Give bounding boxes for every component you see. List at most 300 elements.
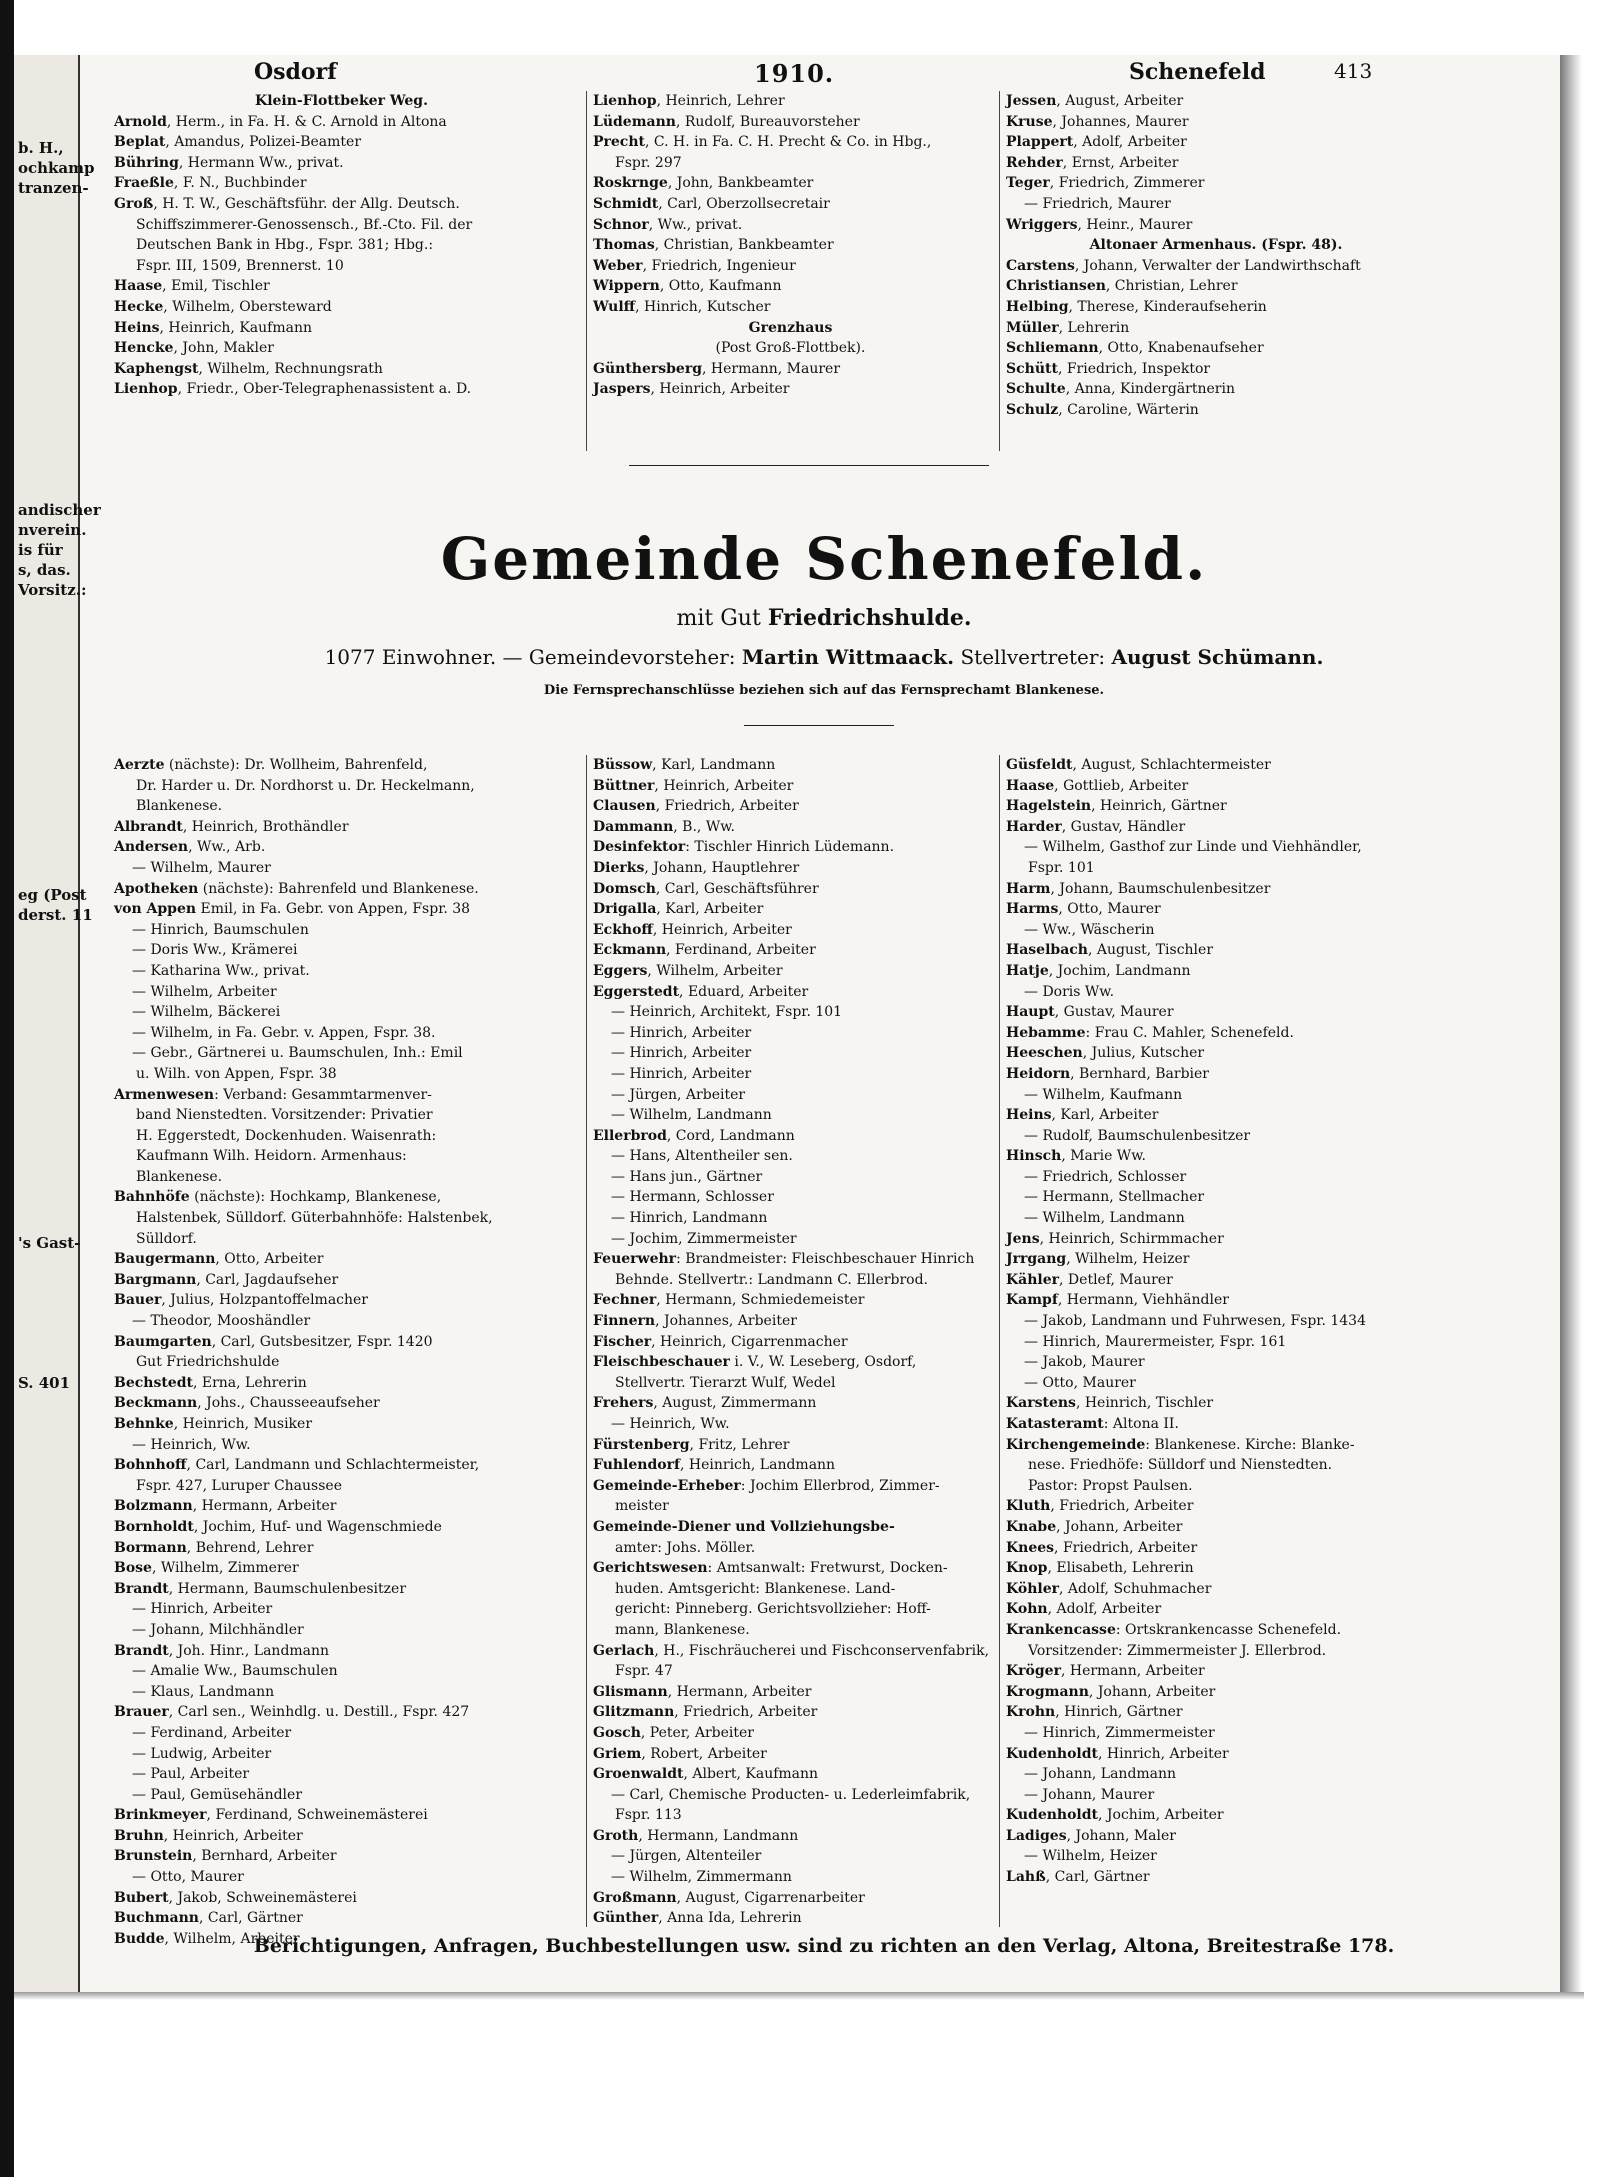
directory-line: — Wilhelm, Kaufmann [1024, 1086, 1183, 1103]
entry-name: Heidorn [1006, 1065, 1071, 1082]
directory-line [593, 899, 988, 920]
directory-line: — Rudolf, Baumschulenbesitzer [1024, 1127, 1251, 1144]
entry-name: Dammann [593, 818, 674, 835]
entry-details: , Detlef, Maurer [1059, 1271, 1173, 1288]
entry-name: Hagelstein [1006, 798, 1092, 815]
directory-line [1006, 1290, 1426, 1311]
section-title: Gemeinde Schenefeld. [440, 525, 1208, 593]
entry-details: , Fritz, Lehrer [689, 1436, 790, 1453]
entry-details: , Carl, Oberzollsecretair [658, 195, 830, 212]
entry-details: , Wilhelm, Arbeiter [164, 1930, 300, 1947]
entry-details: , Herm., in Fa. H. & C. Arnold in Altona [166, 113, 447, 130]
entry-name: Groth [593, 1827, 639, 1844]
entry-details: : Brandmeister: Fleischbeschauer Hinrich [676, 1251, 975, 1268]
entry-details: , Albert, Kaufmann [683, 1766, 819, 1783]
directory-line [593, 1249, 988, 1270]
entry-details: , Marie Ww. [1061, 1148, 1146, 1165]
entry-details: , Hermann, Arbeiter [192, 1498, 337, 1515]
directory-line: Fspr. 47 [615, 1663, 673, 1680]
directory-line: Gut Friedrichshulde [136, 1354, 280, 1371]
entry-name: Haase [114, 278, 163, 295]
entry-details: , Friedrich, Arbeiter [1050, 1498, 1194, 1515]
entry-name: Jaspers [593, 381, 651, 398]
entry-name: Fürstenberg [593, 1436, 690, 1453]
directory-line [114, 153, 569, 174]
directory-line [1006, 173, 1426, 194]
directory-line [593, 879, 988, 900]
directory-line [1006, 1538, 1426, 1559]
directory-line [1006, 256, 1426, 277]
entry-details: , C. H. in Fa. C. H. Precht & Co. in Hbg., [644, 134, 932, 151]
entry-name: Brunstein [114, 1848, 193, 1865]
directory-line [1006, 112, 1426, 133]
bottom-column-2 [586, 755, 988, 1927]
directory-line [114, 837, 569, 858]
directory-line: amter: Johs. Möller. [615, 1539, 756, 1556]
directory-line: — Hinrich, Baumschulen [132, 921, 309, 938]
directory-line [593, 297, 988, 318]
directory-line: — Johann, Landmann [1024, 1766, 1177, 1783]
directory-line: — Hinrich, Arbeiter [611, 1045, 752, 1062]
directory-line [1006, 1744, 1426, 1765]
directory-line [1006, 297, 1426, 318]
entry-name: Heins [1006, 1107, 1052, 1124]
directory-line [1006, 1805, 1426, 1826]
directory-line: — Wilhelm, Bäckerei [132, 1004, 281, 1021]
entry-details: Emil, in Fa. Gebr. von Appen, Fspr. 38 [196, 901, 471, 918]
directory-line [593, 379, 988, 400]
directory-line [114, 1249, 569, 1270]
margin-fragment: eg (Post [18, 886, 87, 904]
entry-details: , Heinrich, Kaufmann [159, 319, 312, 336]
directory-line: Vorsitzender: Zimmermeister J. Ellerbrod. [1028, 1642, 1327, 1659]
entry-name: Carstens [1006, 257, 1075, 274]
entry-details: , Bernhard, Barbier [1070, 1065, 1209, 1082]
entry-details: , Robert, Arbeiter [641, 1745, 767, 1762]
directory-line: Fspr. 297 [615, 154, 682, 171]
directory-line [1006, 400, 1426, 421]
entry-details: , Wilhelm, Heizer [1066, 1251, 1190, 1268]
directory-line [114, 1846, 569, 1867]
entry-details: , Emil, Tischler [162, 278, 270, 295]
directory-line [1006, 940, 1426, 961]
directory-line [593, 173, 988, 194]
top-column-3 [999, 91, 1426, 451]
entry-details: , Johs., Chausseeaufseher [197, 1395, 380, 1412]
entry-name: Baugermann [114, 1251, 216, 1268]
entry-name: Krohn [1006, 1704, 1056, 1721]
directory-line [114, 817, 569, 838]
entry-name: Hencke [114, 340, 174, 357]
entry-name: Brandt [114, 1580, 169, 1597]
directory-line [1006, 1064, 1426, 1085]
entry-name: Bormann [114, 1539, 187, 1556]
entry-details: , Ferdinand, Schweinemästerei [206, 1807, 428, 1824]
header-year: 1910. [754, 59, 835, 88]
directory-line: — Jürgen, Altenteiler [611, 1848, 762, 1865]
entry-details: , Friedr., Ober-Telegraphenassistent a. D. [177, 381, 472, 398]
entry-details: , Cord, Landmann [666, 1127, 795, 1144]
entry-details: , August, Schlachtermeister [1072, 757, 1271, 773]
entry-details: , Carl, Gutsbesitzer, Fspr. 1420 [211, 1333, 433, 1350]
entry-name: Fraeßle [114, 175, 174, 192]
entry-details: : Verband: Gesammtarmenver- [214, 1086, 432, 1103]
entry-details: (nächste): Dr. Wollheim, Bahrenfeld, [164, 757, 428, 773]
entry-details: , Ferdinand, Arbeiter [666, 942, 816, 959]
entry-details: , Jochim, Huf- und Wagenschmiede [193, 1518, 442, 1535]
entry-name: Bargmann [114, 1271, 197, 1288]
directory-line: Sülldorf. [136, 1230, 197, 1247]
directory-line [1006, 1558, 1426, 1579]
directory-line [114, 1702, 569, 1723]
margin-fragment: andischer [18, 501, 101, 519]
directory-line [593, 1476, 988, 1497]
directory-line: — Katharina Ww., privat. [132, 962, 310, 979]
entry-details: , Heinrich, Arbeiter [652, 921, 792, 938]
entry-details: , Wilhelm, Arbeiter [647, 962, 783, 979]
margin-fragment: derst. 11 [18, 906, 93, 924]
entry-name: Ellerbrod [593, 1127, 667, 1144]
directory-line [1006, 755, 1426, 776]
entry-name: Jessen [1006, 93, 1057, 109]
entry-name: Bauer [114, 1292, 162, 1309]
directory-line [114, 1641, 569, 1662]
entry-name: Lienhop [114, 381, 178, 398]
entry-name: Groenwaldt [593, 1766, 684, 1783]
entry-name: Fischer [593, 1333, 652, 1350]
entry-details: , Heinrich, Gärtner [1091, 798, 1227, 815]
entry-details: , Johann, Arbeiter [1088, 1683, 1216, 1700]
directory-line [593, 776, 988, 797]
entry-details: , Jochim, Landmann [1048, 962, 1191, 979]
directory-line [114, 1558, 569, 1579]
entry-name: Heeschen [1006, 1045, 1083, 1062]
top-column-1 [114, 91, 569, 451]
entry-details: , Carl, Landmann und Schlachtermeister, [186, 1457, 480, 1474]
directory-line [1006, 215, 1426, 236]
publisher-footer: Berichtigungen, Anfragen, Buchbestellungen usw. sind zu richten an den Verlag, Altona, Breitestraße 178. [253, 1935, 1395, 1957]
entry-name: Budde [114, 1930, 165, 1947]
entry-name: Jrrgang [1006, 1251, 1067, 1268]
directory-line [1006, 1620, 1426, 1641]
directory-line [1006, 318, 1426, 339]
directory-line [593, 1352, 988, 1373]
directory-line: — Johann, Milchhändler [132, 1621, 304, 1638]
directory-line: — Paul, Arbeiter [132, 1766, 250, 1783]
directory-line: — Hinrich, Arbeiter [611, 1065, 752, 1082]
info-deputy: August Schümann. [1111, 645, 1324, 669]
entry-details: , Heinr., Maurer [1077, 216, 1193, 233]
directory-line: — Klaus, Landmann [132, 1683, 275, 1700]
directory-line: — Otto, Maurer [132, 1869, 244, 1886]
entry-name: Karstens [1006, 1395, 1076, 1412]
directory-line [114, 1414, 569, 1435]
entry-name: Schulte [1006, 381, 1066, 398]
entry-details: , Johannes, Maurer [1052, 113, 1189, 130]
directory-line: huden. Amtsgericht: Blankenese. Land- [615, 1580, 896, 1597]
entry-details: , August, Tischler [1087, 942, 1214, 959]
locality-heading: Klein-Flottbeker Weg. [255, 93, 428, 109]
entry-details: , Behrend, Lehrer [186, 1539, 314, 1556]
directory-line: — Hinrich, Maurermeister, Fspr. 161 [1024, 1333, 1287, 1350]
directory-line [593, 194, 988, 215]
directory-line: band Nienstedten. Vorsitzender: Privatier [136, 1107, 433, 1124]
margin-fragment: S. 401 [18, 1374, 71, 1392]
entry-details: , Elisabeth, Lehrerin [1047, 1560, 1194, 1577]
directory-page [14, 55, 1560, 1992]
entry-details: , Karl, Arbeiter [1051, 1107, 1159, 1124]
directory-line: Blankenese. [136, 798, 223, 815]
entry-details: , Friedrich, Inspektor [1057, 360, 1211, 377]
entry-details: , Gustav, Maurer [1054, 1004, 1174, 1021]
directory-line: — Theodor, Mooshändler [132, 1313, 311, 1330]
directory-line: — Heinrich, Ww. [132, 1436, 251, 1453]
entry-name: Albrandt [114, 818, 183, 835]
directory-line [593, 920, 988, 941]
entry-details: : Ortskrankencasse Schenefeld. [1115, 1621, 1342, 1638]
entry-details: , Wilhelm, Zimmerer [151, 1560, 299, 1577]
directory-line [593, 1764, 988, 1785]
entry-details: , John, Bankbeamter [667, 175, 814, 192]
entry-details: , Carl sen., Weinhdlg. u. Destill., Fspr. 427 [168, 1704, 470, 1721]
entry-details: , Wilhelm, Obersteward [163, 298, 332, 315]
entry-details: (nächste): Hochkamp, Blankenese, [189, 1189, 442, 1206]
entry-details: , Christian, Lehrer [1105, 278, 1238, 295]
entry-details: , Karl, Arbeiter [656, 901, 764, 918]
directory-line [593, 1826, 988, 1847]
entry-details: , Carl, Gärtner [1045, 1869, 1150, 1886]
directory-line [114, 276, 569, 297]
entry-details: , Jakob, Schweinemästerei [168, 1889, 357, 1906]
entry-details: , Friedrich, Arbeiter [674, 1704, 818, 1721]
directory-line: Kaufmann Wilh. Heidorn. Armenhaus: [136, 1148, 407, 1165]
entry-name: Kruse [1006, 113, 1053, 130]
entry-name: Wriggers [1006, 216, 1078, 233]
entry-details: , Rudolf, Bureauvorsteher [675, 113, 860, 130]
entry-details: : Blankenese. Kirche: Blanke- [1145, 1436, 1355, 1453]
entry-details: , Amandus, Polizei-Beamter [165, 134, 362, 151]
directory-line [1006, 1043, 1426, 1064]
entry-name: Köhler [1006, 1580, 1059, 1597]
entry-name: Bubert [114, 1889, 169, 1906]
entry-name: Harder [1006, 818, 1062, 835]
directory-line: — Jakob, Landmann und Fuhrwesen, Fspr. 1434 [1024, 1313, 1366, 1330]
directory-line: — Wilhelm, Gasthof zur Linde und Viehhändler, [1024, 839, 1362, 856]
directory-line [114, 755, 569, 776]
entry-name: Bruhn [114, 1827, 164, 1844]
directory-line [114, 112, 569, 133]
entry-details: , Johann, Verwalter der Landwirthschaft [1074, 257, 1361, 274]
directory-line [1006, 1393, 1426, 1414]
entry-name: Rehder [1006, 154, 1063, 171]
directory-line [114, 1270, 569, 1291]
entry-details: , Christian, Bankbeamter [654, 237, 834, 254]
entry-details: , Adolf, Arbeiter [1047, 1601, 1162, 1618]
entry-details: , Friedrich, Arbeiter [655, 798, 799, 815]
entry-details: , Therese, Kinderaufseherin [1068, 298, 1267, 315]
margin-fragment: s, das. [18, 561, 71, 579]
directory-line [1006, 796, 1426, 817]
directory-line [1006, 1023, 1426, 1044]
entry-details: , Hermann, Maurer [702, 360, 841, 377]
directory-line: — Ludwig, Arbeiter [132, 1745, 272, 1762]
directory-line: mann, Blankenese. [615, 1621, 750, 1638]
entry-details: , Carl, Geschäftsführer [655, 880, 819, 897]
entry-details: , Otto, Knabenaufseher [1098, 340, 1264, 357]
directory-line: meister [615, 1498, 669, 1515]
entry-name: Andersen [114, 839, 189, 856]
bottom-column-3 [999, 755, 1426, 1927]
directory-line [593, 1888, 988, 1909]
entry-details: , H., Fischräucherei und Fischconservenfabrik, [654, 1642, 990, 1659]
entry-name: Bolzmann [114, 1498, 193, 1515]
info-population: 1077 Einwohner. — Gemeindevorsteher: [324, 645, 736, 669]
directory-line: Fspr. 101 [1028, 859, 1095, 876]
directory-line [593, 837, 988, 858]
entry-name: Roskrnge [593, 175, 668, 192]
directory-line [1006, 1867, 1426, 1888]
directory-line [1006, 276, 1426, 297]
entry-name: Knees [1006, 1539, 1055, 1556]
locality-heading: Grenzhaus [748, 319, 833, 336]
entry-name: Bühring [114, 154, 179, 171]
entry-details: , Heinrich, Arbeiter [654, 777, 794, 794]
entry-name: Feuerwehr [593, 1251, 677, 1268]
entry-name: Ladiges [1006, 1827, 1067, 1844]
entry-name: Schliemann [1006, 340, 1099, 357]
entry-details: , Ernst, Arbeiter [1062, 154, 1179, 171]
entry-name: Katasteramt [1006, 1416, 1104, 1432]
entry-details: , Julius, Holzpantoffelmacher [161, 1292, 368, 1309]
directory-line [593, 91, 988, 112]
section-divider [629, 465, 989, 466]
directory-line: — Hans jun., Gärtner [611, 1168, 763, 1185]
directory-line [114, 1085, 569, 1106]
entry-details: , Hermann, Arbeiter [667, 1683, 812, 1700]
directory-line [593, 1332, 988, 1353]
entry-name: Arnold [114, 113, 167, 130]
entry-name: Brandt [114, 1642, 169, 1659]
entry-details: , Otto, Arbeiter [215, 1251, 324, 1268]
entry-name: Knop [1006, 1560, 1048, 1577]
directory-line [593, 1311, 988, 1332]
directory-line: — Hinrich, Arbeiter [132, 1601, 273, 1618]
directory-line: — Doris Ww., Krämerei [132, 942, 298, 959]
margin-fragment: 's Gast- [18, 1234, 81, 1252]
entry-name: Christiansen [1006, 278, 1106, 295]
entry-name: Bornholdt [114, 1518, 194, 1535]
directory-line: Blankenese. [136, 1168, 223, 1185]
entry-name: Kohn [1006, 1601, 1048, 1618]
entry-name: Kudenholdt [1006, 1807, 1099, 1824]
directory-line: Deutschen Bank in Hbg., Fspr. 381; Hbg.: [136, 237, 434, 254]
directory-line: — Wilhelm, Maurer [132, 859, 271, 876]
entry-name: Kampf [1006, 1292, 1058, 1309]
entry-name: Heins [114, 319, 160, 336]
entry-details: , Heinrich, Schirmmacher [1039, 1230, 1224, 1247]
directory-line [114, 1805, 569, 1826]
directory-line [114, 1373, 569, 1394]
directory-line: Schiffszimmerer-Genossensch., Bf.-Cto. Fil. der [136, 216, 473, 233]
directory-line: — Paul, Gemüsehändler [132, 1786, 303, 1803]
entry-name: Finnern [593, 1313, 656, 1330]
directory-line: — Wilhelm, Heizer [1024, 1848, 1157, 1865]
directory-line: — Wilhelm, Arbeiter [132, 983, 277, 1000]
directory-line: Behnde. Stellvertr.: Landmann C. Ellerbrod. [615, 1271, 928, 1288]
directory-line [114, 879, 569, 900]
entry-details: , Heinrich, Arbeiter [163, 1827, 303, 1844]
page-edge-shadow [1560, 55, 1582, 1995]
directory-line [1006, 1229, 1426, 1250]
entry-name: Precht [593, 134, 645, 151]
entry-details: , Otto, Maurer [1058, 901, 1161, 918]
entry-name: Groß [114, 195, 154, 212]
entry-details: : Frau C. Mahler, Schenefeld. [1085, 1024, 1294, 1041]
municipality-info [114, 645, 1534, 669]
directory-line [593, 817, 988, 838]
entry-name: Glitzmann [593, 1704, 675, 1721]
entry-details: , Johann, Baumschulenbesitzer [1050, 880, 1271, 897]
entry-details: : Altona II. [1103, 1416, 1179, 1432]
directory-line: — Otto, Maurer [1024, 1374, 1136, 1391]
entry-name: Lienhop [593, 93, 657, 109]
directory-line [1006, 1105, 1426, 1126]
entry-details: , Johannes, Arbeiter [655, 1313, 797, 1330]
directory-line [114, 318, 569, 339]
directory-line [593, 359, 988, 380]
entry-name: Jens [1006, 1230, 1040, 1247]
directory-line [114, 1908, 569, 1929]
directory-line [1006, 379, 1426, 400]
directory-line [114, 1826, 569, 1847]
directory-line [593, 982, 988, 1003]
directory-line: Pastor: Propst Paulsen. [1028, 1477, 1193, 1494]
entry-details: , Hermann Ww., privat. [178, 154, 344, 171]
directory-line [114, 297, 569, 318]
entry-name: Armenwesen [114, 1086, 215, 1103]
entry-name: Aerzte [114, 757, 165, 773]
entry-name: Haupt [1006, 1004, 1055, 1021]
entry-name: Hinsch [1006, 1148, 1062, 1165]
directory-line [593, 1558, 988, 1579]
entry-details: , Ww., Arb. [188, 839, 266, 856]
entry-details: , Eduard, Arbeiter [679, 983, 809, 1000]
directory-line [114, 338, 569, 359]
directory-line: — Amalie Ww., Baumschulen [132, 1663, 338, 1680]
entry-name: Fuhlendorf [593, 1457, 680, 1474]
directory-line [593, 132, 988, 153]
entry-details: , Heinrich, Arbeiter [650, 381, 790, 398]
entry-name: Bechstedt [114, 1374, 193, 1391]
entry-details: : Tischler Hinrich Lüdemann. [685, 839, 895, 856]
entry-details: , F. N., Buchbinder [173, 175, 307, 192]
entry-details: , Anna, Kindergärtnerin [1065, 381, 1235, 398]
entry-details: , August, Arbeiter [1056, 93, 1184, 109]
entry-details: , Lehrerin [1058, 319, 1130, 336]
directory-line [1006, 1517, 1426, 1538]
entry-details: , Johann, Maler [1066, 1827, 1176, 1844]
running-head [114, 59, 1534, 89]
directory-line [1006, 359, 1426, 380]
directory-line [114, 1538, 569, 1559]
entry-details: : Jochim Ellerbrod, Zimmer- [740, 1477, 940, 1494]
directory-line [114, 359, 569, 380]
directory-line [114, 1888, 569, 1909]
directory-line [114, 1455, 569, 1476]
directory-line [1006, 1579, 1426, 1600]
page-number: 413 [1334, 59, 1373, 83]
directory-line [1006, 132, 1426, 153]
